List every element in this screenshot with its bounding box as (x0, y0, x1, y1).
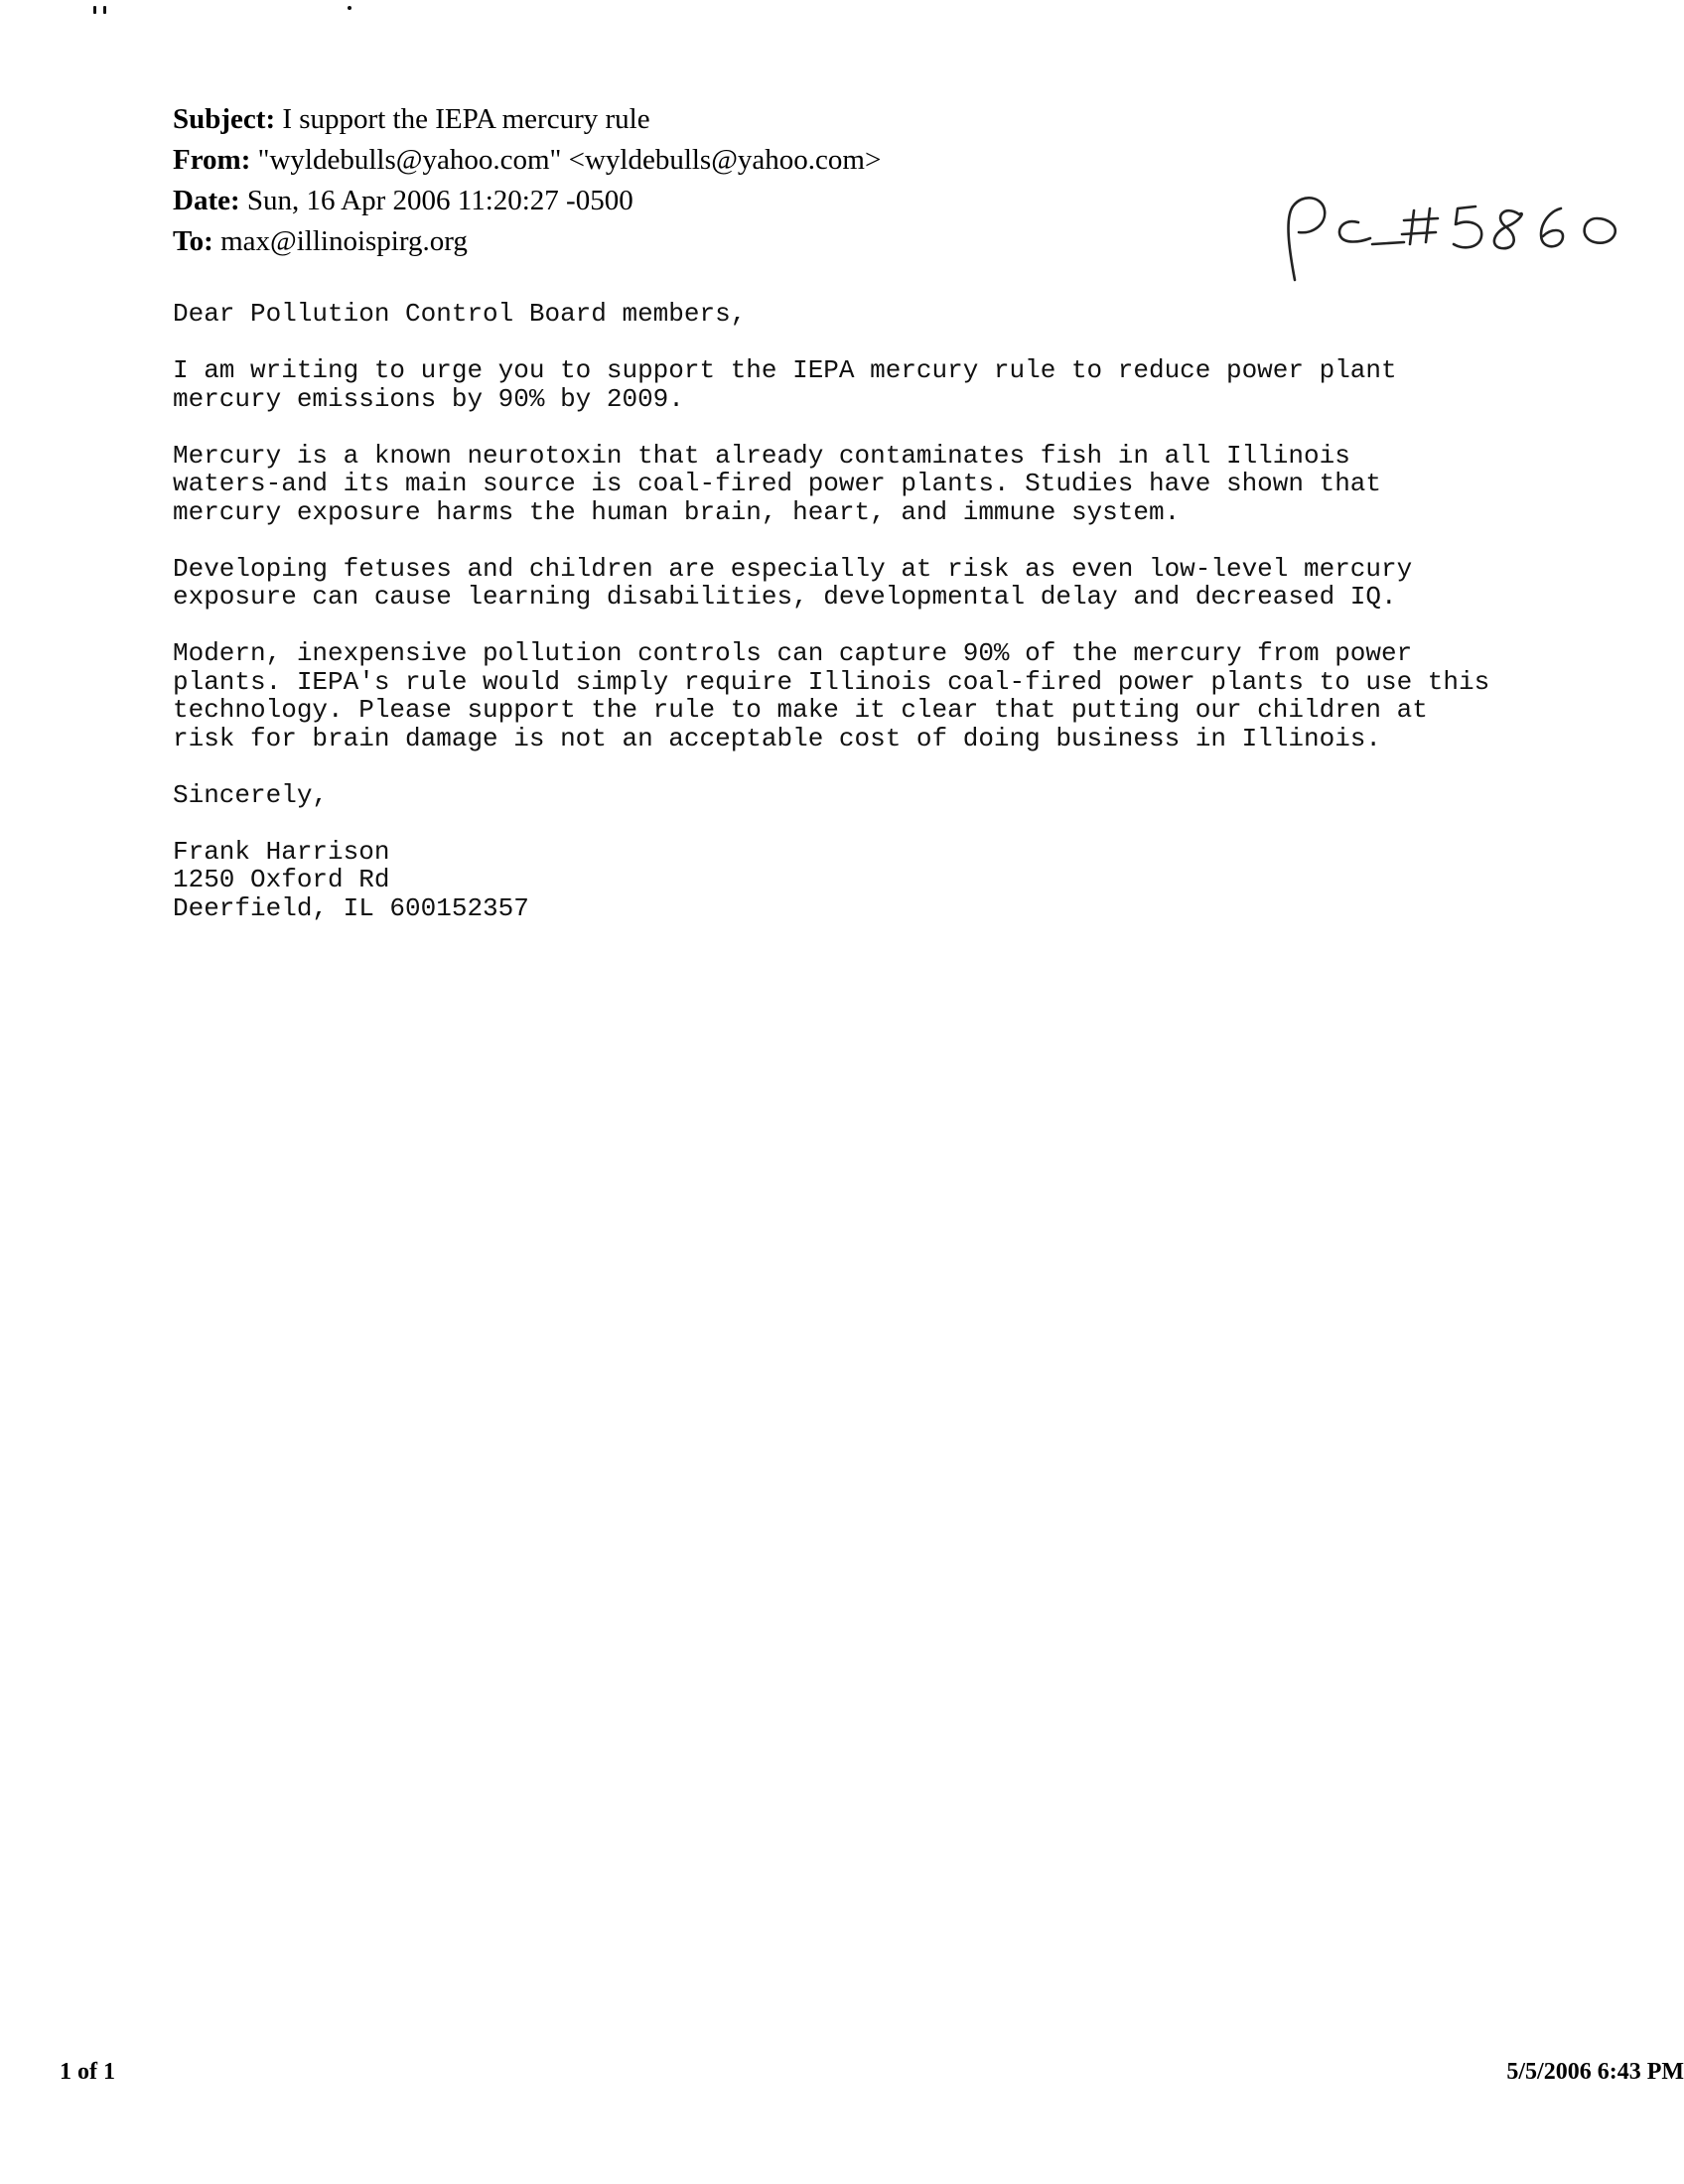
to-label: To: (173, 225, 213, 257)
handwritten-pc-number (1281, 189, 1638, 298)
signature-block (173, 838, 1603, 923)
date-label: Date: (173, 185, 240, 216)
signer-city: Deerfield, IL 600152357 (173, 892, 529, 923)
email-body (173, 300, 1603, 922)
from-label: From: (173, 144, 251, 176)
page-number: 1 of 1 (60, 2059, 115, 2085)
body-paragraph: Developing fetuses and children are especially at risk as even low-level mercury exposure can cause learning disabilities, developmental delay and decreased IQ. (173, 553, 1413, 612)
body-paragraph: Mercury is a known neurotoxin that already contaminates fish in all Illinois waters-and its main source is coal-fired power plants. Studies have shown that mercury exposure harms the human brain, heart, and immune system. (173, 440, 1381, 527)
scan-artifact (103, 6, 106, 14)
signer-name: Frank Harrison (173, 836, 390, 867)
body-paragraph: Modern, inexpensive pollution controls can capture 90% of the mercury from power plants. IEPA's rule would simply require Illinois coal-fired power plants to use this technology. Please support the rule to make it clear that putting our children at risk for brain damage is not an acceptable cost of doing business in Illinois. (173, 638, 1490, 753)
subject-label: Subject: (173, 103, 276, 135)
from-value: "wyldebulls@yahoo.com" <wyldebulls@yahoo.com> (257, 144, 882, 176)
subject-line (173, 99, 1066, 140)
subject-value: I support the IEPA mercury rule (282, 103, 650, 135)
email-header (173, 99, 1066, 262)
scan-artifact (93, 6, 96, 14)
closing: Sincerely, (173, 779, 329, 810)
to-line (173, 221, 1066, 262)
body-paragraph: I am writing to urge you to support the IEPA mercury rule to reduce power plant mercury emissions by 90% by 2009. (173, 355, 1397, 414)
to-value: max@illinoispirg.org (220, 225, 468, 257)
greeting: Dear Pollution Control Board members, (173, 299, 747, 329)
print-timestamp: 5/5/2006 6:43 PM (1506, 2059, 1684, 2085)
from-line (173, 140, 1066, 181)
scan-artifact (348, 6, 351, 10)
signer-street: 1250 Oxford Rd (173, 865, 390, 894)
date-value: Sun, 16 Apr 2006 11:20:27 -0500 (246, 185, 633, 216)
date-line (173, 181, 1066, 221)
